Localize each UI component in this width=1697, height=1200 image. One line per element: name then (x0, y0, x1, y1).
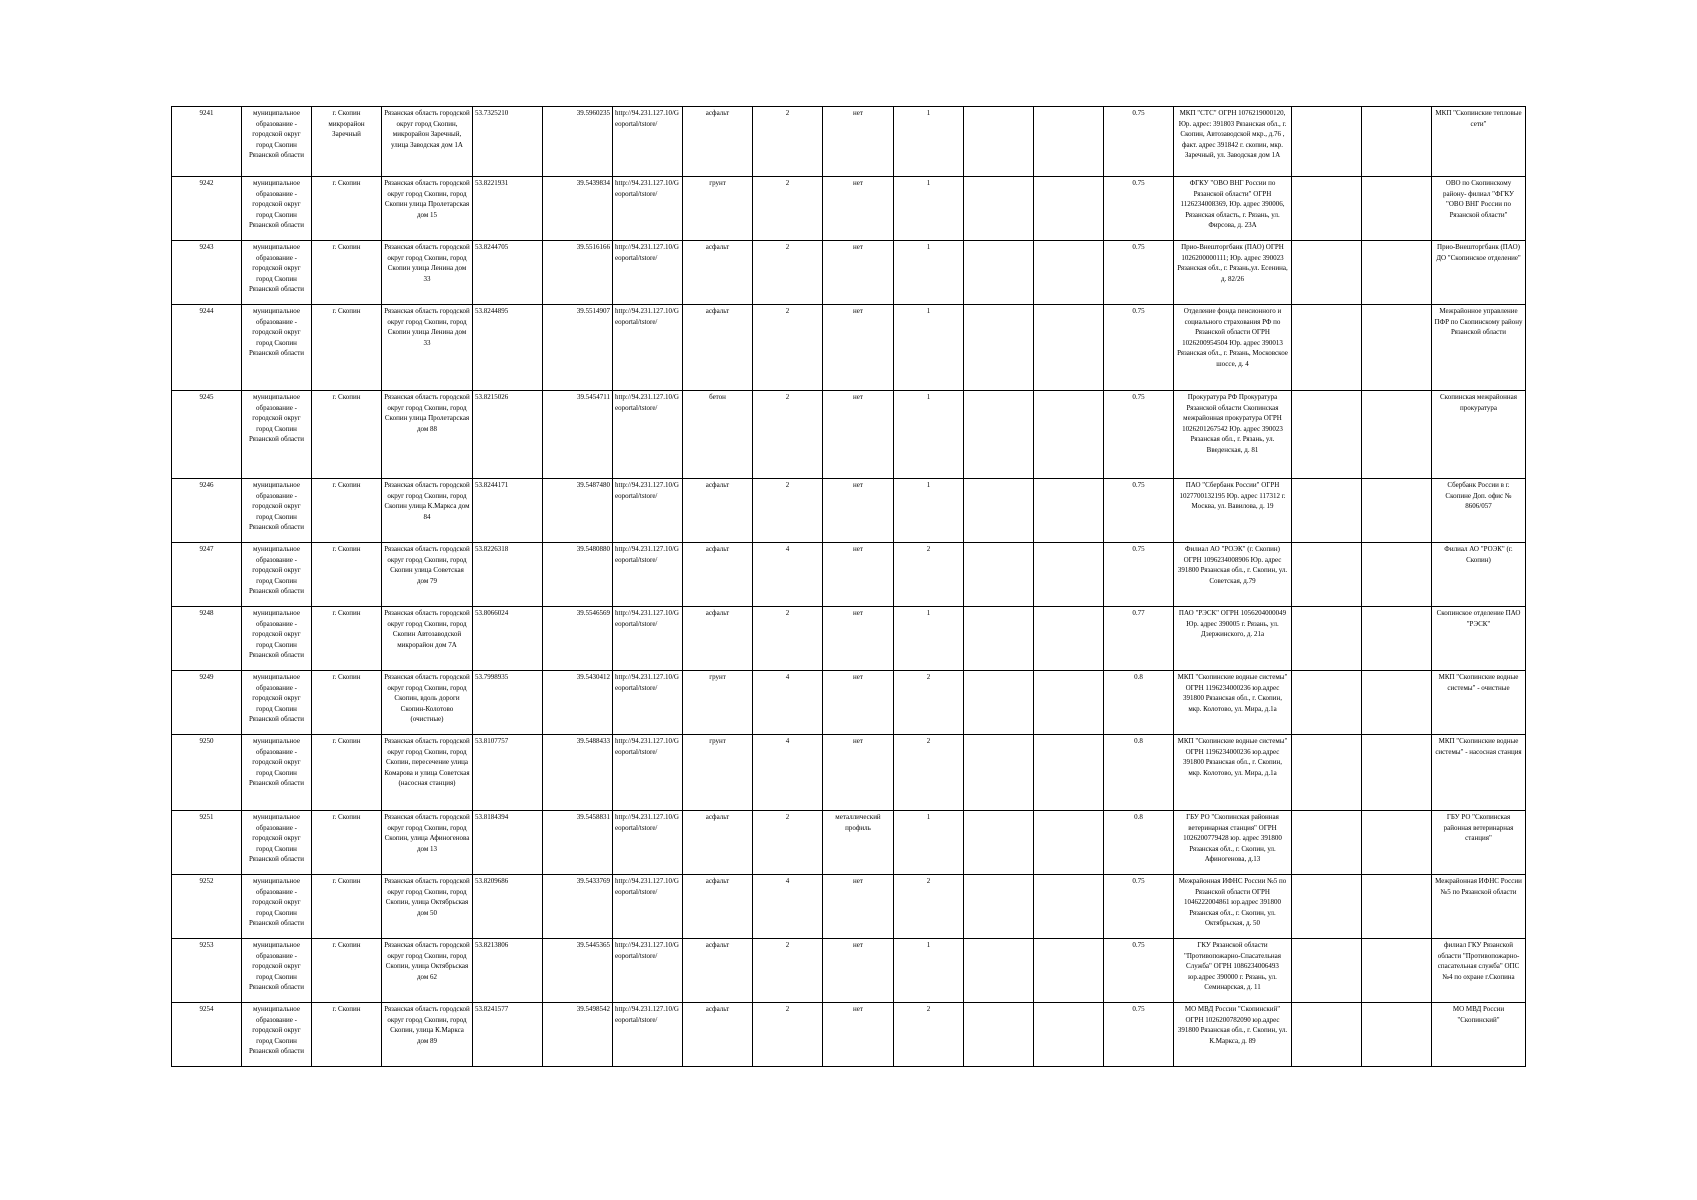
cell-surface: асфальт (683, 811, 753, 875)
cell-address: Рязанская область городской округ город Скопин, город Скопин, улица К.Маркса дом 89 (382, 1003, 473, 1067)
cell-address: Рязанская область городской округ город Скопин, микрорайон Заречный, улица Заводская дом 1А (382, 107, 473, 177)
cell-surface: асфальт (683, 479, 753, 543)
cell-longitude: 39.5454711 (543, 391, 613, 479)
table-row (172, 177, 1526, 241)
cell-municipality: муниципальное образование - городской округ город Скопин Рязанской области (242, 391, 312, 479)
cell-locality: г. Скопин (312, 671, 382, 735)
cell-fence: нет (823, 671, 894, 735)
cell-containers: 1 (894, 391, 964, 479)
table-body (172, 107, 1526, 1067)
cell-geoportal-link[interactable]: http://94.231.127.10/Geoportal/tstore/ (613, 543, 683, 607)
cell-owner: Отделение фонда пенсионного и социального страхования РФ по Рязанской области ОГРН 1026200954504 Юр. адрес 390013 Рязанская обл., г. Рязань, Московское шоссе, д. 4 (1174, 305, 1292, 391)
cell-waste-source: МО МВД России "Скопинский" (1432, 1003, 1526, 1067)
cell-volume: 0.75 (1104, 107, 1174, 177)
cell-fence: металлический профиль (823, 811, 894, 875)
cell-empty (1292, 735, 1362, 811)
cell-municipality: муниципальное образование - городской округ город Скопин Рязанской области (242, 607, 312, 671)
cell-fence: нет (823, 735, 894, 811)
cell-waste-source: МКП "Скопинские тепловые сети" (1432, 107, 1526, 177)
cell-surface: асфальт (683, 939, 753, 1003)
cell-empty (1362, 939, 1432, 1003)
cell-id: 9250 (172, 735, 242, 811)
cell-empty (964, 391, 1034, 479)
cell-id: 9243 (172, 241, 242, 305)
cell-longitude: 39.5480880 (543, 543, 613, 607)
cell-owner: ГКУ Рязанской области "Противопожарно-Спасательная Служба" ОГРН 1086234006493 юр.адрес 390000 г. Рязань, ул. Семинарская, д. 11 (1174, 939, 1292, 1003)
cell-empty (1034, 811, 1104, 875)
cell-empty (1292, 671, 1362, 735)
cell-locality: г. Скопин (312, 305, 382, 391)
cell-volume: 0.75 (1104, 391, 1174, 479)
cell-locality: г. Скопин (312, 543, 382, 607)
cell-owner: Прокуратура РФ Прокуратура Рязанской области Скопинская межрайонная прокуратура ОГРН 1026201267542 Юр. адрес 390023 Рязанская обл., г. Рязань, ул. Введенская, д. 81 (1174, 391, 1292, 479)
cell-volume: 0.77 (1104, 607, 1174, 671)
cell-owner: МО МВД России "Скопинский" ОГРН 1026200782090 юр.адрес 391800 Рязанская обл., г. Скопин, ул. К.Маркса, д. 89 (1174, 1003, 1292, 1067)
cell-containers: 1 (894, 107, 964, 177)
cell-address: Рязанская область городской округ город Скопин, город Скопин Автозаводской микрорайон дом 7А (382, 607, 473, 671)
cell-longitude: 39.5430412 (543, 671, 613, 735)
cell-latitude: 53.8184394 (473, 811, 543, 875)
cell-geoportal-link[interactable]: http://94.231.127.10/Geoportal/tstore/ (613, 607, 683, 671)
cell-address: Рязанская область городской округ город Скопин, город Скопин, пересечение улица Комарова и улица Советская (насосная станция) (382, 735, 473, 811)
cell-empty (1034, 939, 1104, 1003)
cell-id: 9246 (172, 479, 242, 543)
cell-surface: асфальт (683, 875, 753, 939)
cell-fence: нет (823, 607, 894, 671)
cell-empty (1292, 811, 1362, 875)
cell-address: Рязанская область городской округ город Скопин, город Скопин, улица Октябрьская дом 50 (382, 875, 473, 939)
cell-owner: МКП "Скопинские водные системы" ОГРН 1196234000236 юр.адрес 391800 Рязанская обл., г. Скопин, мкр. Колотово, ул. Мира, д.1а (1174, 671, 1292, 735)
cell-address: Рязанская область городской округ город Скопин, город Скопин, вдоль дороги Скопин-Колотово (очистные) (382, 671, 473, 735)
cell-containers: 1 (894, 479, 964, 543)
cell-latitude: 53.8107757 (473, 735, 543, 811)
cell-empty (1362, 177, 1432, 241)
cell-area: 2 (753, 391, 823, 479)
cell-surface: асфальт (683, 241, 753, 305)
cell-longitude: 39.5487480 (543, 479, 613, 543)
cell-owner: ГБУ РО "Скопинская районная ветеринарная станция" ОГРН 1026200779428 юр. адрес 391800 Рязанская обл., г. Скопин, ул. Афиногенова, д.13 (1174, 811, 1292, 875)
cell-volume: 0.8 (1104, 735, 1174, 811)
cell-id: 9254 (172, 1003, 242, 1067)
cell-empty (1362, 607, 1432, 671)
cell-empty (1034, 177, 1104, 241)
cell-containers: 1 (894, 607, 964, 671)
cell-municipality: муниципальное образование - городской округ город Скопин Рязанской области (242, 735, 312, 811)
cell-geoportal-link[interactable]: http://94.231.127.10/Geoportal/tstore/ (613, 391, 683, 479)
cell-empty (1362, 479, 1432, 543)
cell-empty (1034, 543, 1104, 607)
cell-longitude: 39.5488433 (543, 735, 613, 811)
cell-empty (1362, 811, 1432, 875)
cell-empty (1362, 671, 1432, 735)
cell-waste-source: Скопинская межрайонная прокуратура (1432, 391, 1526, 479)
cell-empty (1034, 735, 1104, 811)
table-row (172, 939, 1526, 1003)
cell-address: Рязанская область городской округ город Скопин, город Скопин улица Ленина дом 33 (382, 305, 473, 391)
cell-containers: 2 (894, 875, 964, 939)
cell-fence: нет (823, 479, 894, 543)
cell-latitude: 53.7998935 (473, 671, 543, 735)
cell-fence: нет (823, 391, 894, 479)
cell-address: Рязанская область городской округ город Скопин, город Скопин улица Пролетарская дом 88 (382, 391, 473, 479)
table-row (172, 735, 1526, 811)
cell-id: 9253 (172, 939, 242, 1003)
cell-empty (1034, 391, 1104, 479)
cell-empty (1292, 391, 1362, 479)
cell-fence: нет (823, 543, 894, 607)
cell-area: 4 (753, 875, 823, 939)
cell-fence: нет (823, 875, 894, 939)
cell-waste-source: Скопинское отделение ПАО "РЭСК" (1432, 607, 1526, 671)
cell-longitude: 39.5516166 (543, 241, 613, 305)
cell-containers: 1 (894, 177, 964, 241)
cell-area: 2 (753, 305, 823, 391)
cell-locality: г. Скопин (312, 241, 382, 305)
cell-municipality: муниципальное образование - городской округ город Скопин Рязанской области (242, 811, 312, 875)
cell-municipality: муниципальное образование - городской округ город Скопин Рязанской области (242, 479, 312, 543)
cell-surface: асфальт (683, 107, 753, 177)
cell-surface: бетон (683, 391, 753, 479)
cell-geoportal-link[interactable]: http://94.231.127.10/Geoportal/tstore/ (613, 479, 683, 543)
cell-municipality: муниципальное образование - городской округ город Скопин Рязанской области (242, 241, 312, 305)
cell-empty (1034, 241, 1104, 305)
cell-area: 2 (753, 1003, 823, 1067)
table-row (172, 305, 1526, 391)
cell-latitude: 53.8244705 (473, 241, 543, 305)
cell-id: 9245 (172, 391, 242, 479)
cell-empty (1034, 1003, 1104, 1067)
cell-volume: 0.75 (1104, 241, 1174, 305)
cell-surface: асфальт (683, 543, 753, 607)
cell-containers: 2 (894, 1003, 964, 1067)
cell-surface: грунт (683, 671, 753, 735)
cell-id: 9242 (172, 177, 242, 241)
cell-geoportal-link[interactable]: http://94.231.127.10/Geoportal/tstore/ (613, 939, 683, 1003)
cell-empty (1292, 875, 1362, 939)
cell-geoportal-link[interactable]: http://94.231.127.10/Geoportal/tstore/ (613, 671, 683, 735)
cell-latitude: 53.7325210 (473, 107, 543, 177)
cell-municipality: муниципальное образование - городской округ город Скопин Рязанской области (242, 107, 312, 177)
cell-locality: г. Скопин (312, 875, 382, 939)
cell-fence: нет (823, 939, 894, 1003)
cell-volume: 0.75 (1104, 543, 1174, 607)
cell-surface: асфальт (683, 305, 753, 391)
cell-fence: нет (823, 107, 894, 177)
cell-empty (964, 811, 1034, 875)
cell-waste-source: Сбербанк России в г. Скопине Доп. офис № 8606/057 (1432, 479, 1526, 543)
cell-area: 2 (753, 939, 823, 1003)
table-row (172, 607, 1526, 671)
cell-locality: г. Скопин (312, 607, 382, 671)
cell-area: 2 (753, 177, 823, 241)
cell-empty (1292, 1003, 1362, 1067)
cell-geoportal-link[interactable]: http://94.231.127.10/Geoportal/tstore/ (613, 241, 683, 305)
cell-geoportal-link[interactable]: http://94.231.127.10/Geoportal/tstore/ (613, 875, 683, 939)
cell-empty (964, 305, 1034, 391)
cell-containers: 1 (894, 241, 964, 305)
cell-empty (1362, 543, 1432, 607)
cell-geoportal-link[interactable]: http://94.231.127.10/Geoportal/tstore/ (613, 107, 683, 177)
cell-municipality: муниципальное образование - городской округ город Скопин Рязанской области (242, 671, 312, 735)
cell-empty (1362, 241, 1432, 305)
cell-owner: Филиал АО "РОЭК" (г. Скопин) ОГРН 1096234008906 Юр. адрес 391800 Рязанская обл., г. Скопин, ул. Советская, д.79 (1174, 543, 1292, 607)
cell-containers: 2 (894, 735, 964, 811)
cell-municipality: муниципальное образование - городской округ город Скопин Рязанской области (242, 543, 312, 607)
cell-address: Рязанская область городской округ город Скопин, город Скопин, улица Афиногенова дом 13 (382, 811, 473, 875)
cell-latitude: 53.8066024 (473, 607, 543, 671)
cell-waste-source: ГБУ РО "Скопинская районная ветеринарная станция" (1432, 811, 1526, 875)
cell-surface: грунт (683, 177, 753, 241)
cell-latitude: 53.8213806 (473, 939, 543, 1003)
cell-containers: 1 (894, 811, 964, 875)
cell-municipality: муниципальное образование - городской округ город Скопин Рязанской области (242, 1003, 312, 1067)
cell-latitude: 53.8209686 (473, 875, 543, 939)
cell-empty (964, 479, 1034, 543)
cell-longitude: 39.5439834 (543, 177, 613, 241)
cell-locality: г. Скопин микрорайон Заречный (312, 107, 382, 177)
cell-empty (1034, 107, 1104, 177)
table-row (172, 479, 1526, 543)
cell-empty (964, 671, 1034, 735)
cell-surface: грунт (683, 735, 753, 811)
cell-owner: Прио-Внешторгбанк (ПАО) ОГРН 1026200000111; Юр. адрес 390023 Рязанская обл., г. Рязань,ул. Есенина, д. 82/26 (1174, 241, 1292, 305)
cell-longitude: 39.5445365 (543, 939, 613, 1003)
table-row (172, 543, 1526, 607)
cell-address: Рязанская область городской округ город Скопин, город Скопин улица Советская дом 79 (382, 543, 473, 607)
cell-longitude: 39.5514907 (543, 305, 613, 391)
cell-geoportal-link[interactable]: http://94.231.127.10/Geoportal/tstore/ (613, 177, 683, 241)
cell-geoportal-link[interactable]: http://94.231.127.10/Geoportal/tstore/ (613, 305, 683, 391)
cell-empty (1292, 305, 1362, 391)
cell-latitude: 53.8244171 (473, 479, 543, 543)
cell-empty (1034, 607, 1104, 671)
cell-area: 2 (753, 607, 823, 671)
cell-volume: 0.75 (1104, 875, 1174, 939)
cell-volume: 0.75 (1104, 305, 1174, 391)
cell-volume: 0.75 (1104, 1003, 1174, 1067)
cell-longitude: 39.5498542 (543, 1003, 613, 1067)
cell-empty (1292, 939, 1362, 1003)
cell-containers: 1 (894, 939, 964, 1003)
cell-owner: Межрайонная ИФНС России №5 по Рязанской области ОГРН 1046222004861 юр.адрес 391800 Рязанская обл., г. Скопин, ул. Октябрьская, д. 50 (1174, 875, 1292, 939)
cell-empty (1292, 479, 1362, 543)
cell-empty (1034, 671, 1104, 735)
cell-geoportal-link[interactable]: http://94.231.127.10/Geoportal/tstore/ (613, 811, 683, 875)
cell-fence: нет (823, 305, 894, 391)
cell-area: 2 (753, 479, 823, 543)
cell-empty (1292, 607, 1362, 671)
cell-empty (1292, 177, 1362, 241)
cell-area: 2 (753, 241, 823, 305)
cell-latitude: 53.8226318 (473, 543, 543, 607)
cell-waste-source: филиал ГКУ Рязанской области "Противопожарно-спасательная служба" ОПС №4 по охране г.Скопина (1432, 939, 1526, 1003)
cell-municipality: муниципальное образование - городской округ город Скопин Рязанской области (242, 177, 312, 241)
cell-id: 9241 (172, 107, 242, 177)
cell-id: 9252 (172, 875, 242, 939)
cell-fence: нет (823, 177, 894, 241)
cell-geoportal-link[interactable]: http://94.231.127.10/Geoportal/tstore/ (613, 1003, 683, 1067)
table-row (172, 241, 1526, 305)
cell-empty (1362, 1003, 1432, 1067)
cell-address: Рязанская область городской округ город Скопин, город Скопин, улица Октябрьская дом 62 (382, 939, 473, 1003)
cell-locality: г. Скопин (312, 1003, 382, 1067)
table-row (172, 811, 1526, 875)
cell-id: 9251 (172, 811, 242, 875)
cell-id: 9244 (172, 305, 242, 391)
cell-volume: 0.75 (1104, 177, 1174, 241)
cell-owner: ПАО "РЭСК" ОГРН 1056204000049 Юр. адрес 390005 г. Рязань, ул. Дзержинского, д. 21а (1174, 607, 1292, 671)
table-row (172, 107, 1526, 177)
cell-empty (964, 241, 1034, 305)
cell-empty (1292, 543, 1362, 607)
cell-latitude: 53.8241577 (473, 1003, 543, 1067)
cell-waste-source: ОВО по Скопинскому району- филиал "ФГКУ "ОВО ВНГ России по Рязанской области" (1432, 177, 1526, 241)
cell-waste-source: Прио-Внешторгбанк (ПАО) ДО "Скопинское отделение" (1432, 241, 1526, 305)
cell-empty (1362, 107, 1432, 177)
cell-area: 4 (753, 735, 823, 811)
table-row (172, 1003, 1526, 1067)
table-row (172, 875, 1526, 939)
cell-empty (1034, 875, 1104, 939)
registry-table (171, 106, 1526, 1067)
cell-longitude: 39.5458831 (543, 811, 613, 875)
cell-empty (1034, 479, 1104, 543)
cell-address: Рязанская область городской округ город Скопин, город Скопин улица Пролетарская дом 15 (382, 177, 473, 241)
cell-empty (964, 543, 1034, 607)
cell-address: Рязанская область городской округ город Скопин, город Скопин улица Ленина дом 33 (382, 241, 473, 305)
cell-surface: асфальт (683, 1003, 753, 1067)
cell-locality: г. Скопин (312, 735, 382, 811)
cell-locality: г. Скопин (312, 479, 382, 543)
cell-waste-source: Филиал АО "РОЭК" (г. Скопин) (1432, 543, 1526, 607)
cell-area: 4 (753, 543, 823, 607)
cell-longitude: 39.5546569 (543, 607, 613, 671)
cell-empty (964, 607, 1034, 671)
cell-latitude: 53.8215026 (473, 391, 543, 479)
cell-fence: нет (823, 241, 894, 305)
cell-empty (964, 1003, 1034, 1067)
cell-latitude: 53.8221931 (473, 177, 543, 241)
cell-owner: МКП "СТС" ОГРН 1076219000120, Юр. адрес: 391803 Рязанская обл., г. Скопин, Автозаводской мкр., д.76 , факт. адрес 391842 г. скопин, мкр. Заречный, ул. Заводская дом 1А (1174, 107, 1292, 177)
cell-owner: МКП "Скопинские водные системы" ОГРН 1196234000236 юр.адрес 391800 Рязанская обл., г. Скопин, мкр. Колотово, ул. Мира, д.1а (1174, 735, 1292, 811)
cell-containers: 2 (894, 671, 964, 735)
cell-volume: 0.8 (1104, 811, 1174, 875)
cell-empty (964, 875, 1034, 939)
cell-latitude: 53.8244895 (473, 305, 543, 391)
cell-empty (1362, 735, 1432, 811)
cell-locality: г. Скопин (312, 391, 382, 479)
cell-address: Рязанская область городской округ город Скопин, город Скопин улица К.Маркса дом 84 (382, 479, 473, 543)
cell-containers: 1 (894, 305, 964, 391)
cell-waste-source: МКП "Скопинские водные системы" - очистные (1432, 671, 1526, 735)
cell-municipality: муниципальное образование - городской округ город Скопин Рязанской области (242, 875, 312, 939)
cell-area: 2 (753, 107, 823, 177)
cell-locality: г. Скопин (312, 811, 382, 875)
cell-fence: нет (823, 1003, 894, 1067)
cell-owner: ПАО "Сбербанк России" ОГРН 1027700132195 Юр. адрес 117312 г. Москва, ул. Вавилова, д. 19 (1174, 479, 1292, 543)
cell-id: 9247 (172, 543, 242, 607)
cell-municipality: муниципальное образование - городской округ город Скопин Рязанской области (242, 305, 312, 391)
cell-empty (1362, 391, 1432, 479)
cell-waste-source: Межрайонное управление ПФР по Скопинскому району Рязанской области (1432, 305, 1526, 391)
cell-locality: г. Скопин (312, 939, 382, 1003)
cell-longitude: 39.5433769 (543, 875, 613, 939)
cell-volume: 0.8 (1104, 671, 1174, 735)
cell-empty (1292, 241, 1362, 305)
cell-longitude: 39.5960235 (543, 107, 613, 177)
cell-waste-source: МКП "Скопинские водные системы" - насосная станция (1432, 735, 1526, 811)
cell-owner: ФГКУ "ОВО ВНГ России по Рязанской области" ОГРН 1126234008369, Юр. адрес 390006, Рязанская область, г. Рязань, ул. Фирсова, д. 23А (1174, 177, 1292, 241)
cell-municipality: муниципальное образование - городской округ город Скопин Рязанской области (242, 939, 312, 1003)
table-row (172, 391, 1526, 479)
cell-id: 9249 (172, 671, 242, 735)
cell-surface: асфальт (683, 607, 753, 671)
cell-waste-source: Межрайонная ИФНС России №5 по Рязанской области (1432, 875, 1526, 939)
cell-empty (964, 735, 1034, 811)
cell-area: 4 (753, 671, 823, 735)
cell-volume: 0.75 (1104, 479, 1174, 543)
cell-empty (964, 939, 1034, 1003)
cell-volume: 0.75 (1104, 939, 1174, 1003)
cell-containers: 2 (894, 543, 964, 607)
cell-id: 9248 (172, 607, 242, 671)
cell-empty (1034, 305, 1104, 391)
cell-geoportal-link[interactable]: http://94.231.127.10/Geoportal/tstore/ (613, 735, 683, 811)
cell-empty (1292, 107, 1362, 177)
cell-empty (964, 107, 1034, 177)
table-row (172, 671, 1526, 735)
cell-area: 2 (753, 811, 823, 875)
cell-empty (964, 177, 1034, 241)
cell-locality: г. Скопин (312, 177, 382, 241)
cell-empty (1362, 305, 1432, 391)
cell-empty (1362, 875, 1432, 939)
